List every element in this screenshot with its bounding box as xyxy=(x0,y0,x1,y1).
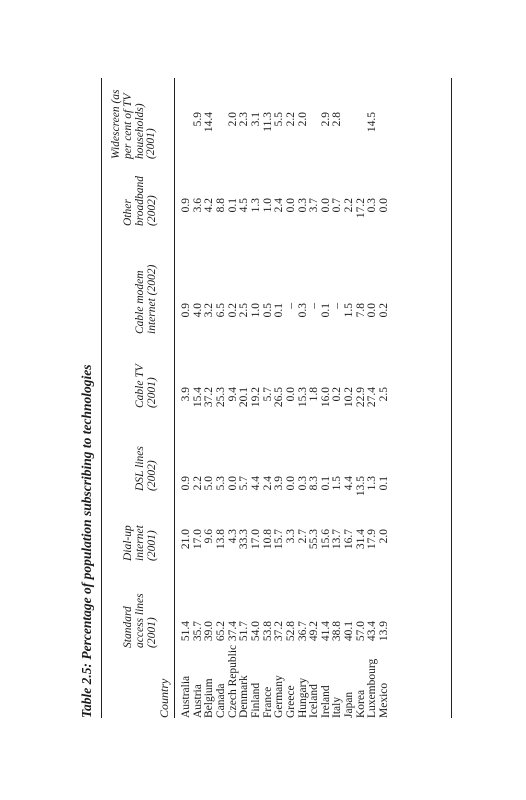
cell-widescreen: 3.1 xyxy=(249,112,262,127)
cell-cable-modem-internet: 7.8 xyxy=(354,303,367,318)
cell-dial-up-internet: 10.8 xyxy=(261,529,274,550)
cell-other-broadband: 4.2 xyxy=(203,198,216,213)
cell-dsl-lines: 5.7 xyxy=(238,476,251,491)
cell-standard-access-lines: 51.7 xyxy=(238,621,251,642)
cell-cable-modem-internet: 0.3 xyxy=(296,303,309,318)
cell-standard-access-lines: 35.7 xyxy=(191,621,204,642)
cell-dial-up-internet: 15.7 xyxy=(273,529,286,550)
cell-dsl-lines: 0.1 xyxy=(319,476,332,491)
cell-other-broadband: 2.2 xyxy=(343,198,356,213)
cell-dsl-lines: 2.2 xyxy=(191,476,204,491)
header-standard-access-lines: Standard access lines (2001) xyxy=(122,593,158,648)
cell-other-broadband: 0.7 xyxy=(331,198,344,213)
cell-dial-up-internet: 13.8 xyxy=(214,529,227,550)
table-caption: Table 2.5: Percentage of population subscribing to technologies xyxy=(79,364,94,718)
cell-cable-tv: 37.2 xyxy=(203,387,216,408)
cell-country: Greece xyxy=(284,685,297,718)
cell-country: Austria xyxy=(191,684,204,718)
cell-standard-access-lines: 38.8 xyxy=(331,621,344,642)
cell-country: Japan xyxy=(343,691,356,718)
cell-other-broadband: 0.9 xyxy=(180,198,192,213)
table-row xyxy=(344,78,356,718)
table-row xyxy=(286,78,298,718)
cell-widescreen: 2.9 xyxy=(319,112,332,127)
cell-country: Czech Republic xyxy=(226,644,239,718)
cell-cable-tv: 26.5 xyxy=(273,387,286,408)
cell-country: Finland xyxy=(249,682,262,718)
cell-dsl-lines: 3.9 xyxy=(273,476,286,491)
cell-cable-modem-internet: 0.5 xyxy=(261,303,274,318)
cell-dial-up-internet: 17.0 xyxy=(249,529,262,550)
cell-dsl-lines: 13.5 xyxy=(354,476,367,497)
table-row xyxy=(251,78,263,718)
cell-widescreen: 2.8 xyxy=(331,112,344,127)
cell-standard-access-lines: 53.8 xyxy=(261,621,274,642)
cell-country: Italy xyxy=(331,696,344,718)
cell-standard-access-lines: 52.8 xyxy=(284,621,297,642)
cell-dsl-lines: 4.4 xyxy=(343,476,356,491)
cell-cable-modem-internet: 6.5 xyxy=(214,303,227,318)
header-cable-modem-internet: Cable modem internet (2002) xyxy=(134,264,158,334)
cell-dial-up-internet: 33.3 xyxy=(238,529,251,550)
cell-dsl-lines: 5.0 xyxy=(203,476,216,491)
cell-standard-access-lines: 36.7 xyxy=(296,621,309,642)
table-bottom-rule xyxy=(451,78,452,718)
cell-cable-modem-internet: – xyxy=(331,303,344,309)
cell-cable-tv: 3.9 xyxy=(180,387,192,402)
cell-cable-tv: 25.3 xyxy=(214,387,227,408)
cell-country: Mexico xyxy=(378,682,391,718)
cell-dsl-lines: 4.4 xyxy=(249,476,262,491)
cell-standard-access-lines: 37.2 xyxy=(273,621,286,642)
cell-cable-tv: 10.2 xyxy=(343,387,356,408)
table-row xyxy=(181,78,193,718)
cell-dial-up-internet: 2.0 xyxy=(378,529,391,544)
cell-cable-modem-internet: 2.5 xyxy=(238,303,251,318)
cell-cable-modem-internet: 0.9 xyxy=(180,303,192,318)
cell-dsl-lines: 8.3 xyxy=(308,476,321,491)
cell-cable-tv: 5.7 xyxy=(261,387,274,402)
cell-dsl-lines: 0.3 xyxy=(296,476,309,491)
cell-dial-up-internet: 17.9 xyxy=(366,529,379,550)
cell-cable-modem-internet: – xyxy=(308,303,321,309)
cell-standard-access-lines: 39.0 xyxy=(203,621,216,642)
cell-widescreen: 2.2 xyxy=(284,112,297,127)
cell-cable-tv: 20.1 xyxy=(238,387,251,408)
cell-cable-tv: 22.9 xyxy=(354,387,367,408)
cell-dial-up-internet: 55.3 xyxy=(308,529,321,550)
cell-country: Korea xyxy=(354,689,367,718)
rotated-table-page xyxy=(79,78,451,718)
cell-widescreen: 14.4 xyxy=(203,112,216,133)
cell-standard-access-lines: 37.4 xyxy=(226,621,239,642)
cell-country: Luxembourg xyxy=(366,658,379,718)
cell-country: Germany xyxy=(273,675,286,718)
cell-standard-access-lines: 51.4 xyxy=(180,621,192,642)
header-dsl-lines: DSL lines (2002) xyxy=(134,446,158,491)
cell-other-broadband: 0.0 xyxy=(319,198,332,213)
cell-other-broadband: 1.3 xyxy=(249,198,262,213)
cell-dsl-lines: 1.5 xyxy=(331,476,344,491)
cell-cable-tv: 27.4 xyxy=(366,387,379,408)
cell-country: Ireland xyxy=(319,685,332,718)
cell-cable-modem-internet: 1.0 xyxy=(249,303,262,318)
cell-country: Australia xyxy=(180,675,192,718)
cell-dial-up-internet: 31.4 xyxy=(354,529,367,550)
cell-other-broadband: 8.8 xyxy=(214,198,227,213)
cell-cable-tv: 16.0 xyxy=(319,387,332,408)
cell-widescreen: 5.5 xyxy=(273,112,286,127)
cell-dsl-lines: 1.3 xyxy=(366,476,379,491)
cell-cable-modem-internet: 0.0 xyxy=(366,303,379,318)
cell-dial-up-internet: 17.0 xyxy=(191,529,204,550)
table-row xyxy=(216,78,228,718)
cell-country: Canada xyxy=(214,683,227,718)
cell-widescreen: 14.5 xyxy=(366,112,379,133)
cell-other-broadband: 4.5 xyxy=(238,198,251,213)
cell-other-broadband: 0.0 xyxy=(284,198,297,213)
cell-dsl-lines: 0.0 xyxy=(226,476,239,491)
cell-country: Hungary xyxy=(296,677,309,718)
cell-country: Belgium xyxy=(203,678,216,718)
cell-country: France xyxy=(261,686,274,718)
cell-cable-tv: 0.0 xyxy=(284,387,297,402)
cell-widescreen: 5.9 xyxy=(191,112,204,127)
cell-widescreen: 2.0 xyxy=(296,112,309,127)
cell-country: Denmark xyxy=(238,675,251,718)
cell-cable-tv: 2.5 xyxy=(378,387,391,402)
cell-cable-modem-internet: 0.1 xyxy=(273,303,286,318)
cell-cable-tv: 19.2 xyxy=(249,387,262,408)
cell-standard-access-lines: 40.1 xyxy=(343,621,356,642)
cell-dial-up-internet: 3.3 xyxy=(284,529,297,544)
header-other-broadband: Other broadband (2002) xyxy=(122,175,158,226)
cell-dial-up-internet: 4.3 xyxy=(226,529,239,544)
cell-country: Iceland xyxy=(308,684,321,718)
cell-other-broadband: 0.0 xyxy=(378,198,391,213)
cell-dsl-lines: 0.1 xyxy=(378,476,391,491)
cell-dsl-lines: 0.0 xyxy=(284,476,297,491)
header-country: Country xyxy=(157,678,171,718)
cell-standard-access-lines: 65.2 xyxy=(214,621,227,642)
cell-other-broadband: 3.6 xyxy=(191,198,204,213)
cell-dial-up-internet: 13.7 xyxy=(331,529,344,550)
cell-cable-modem-internet: 0.2 xyxy=(226,303,239,318)
cell-cable-tv: 0.2 xyxy=(331,387,344,402)
cell-standard-access-lines: 49.2 xyxy=(308,621,321,642)
cell-dsl-lines: 5.3 xyxy=(214,476,227,491)
cell-cable-tv: 1.8 xyxy=(308,387,321,402)
cell-other-broadband: 0.1 xyxy=(226,198,239,213)
cell-cable-modem-internet: 4.0 xyxy=(191,303,204,318)
cell-cable-modem-internet: 0.2 xyxy=(378,303,391,318)
cell-other-broadband: 0.3 xyxy=(366,198,379,213)
cell-dial-up-internet: 16.7 xyxy=(343,529,356,550)
cell-cable-tv: 9.4 xyxy=(226,387,239,402)
cell-dial-up-internet: 2.7 xyxy=(296,529,309,544)
cell-cable-tv: 15.3 xyxy=(296,387,309,408)
cell-other-broadband: 3.7 xyxy=(308,198,321,213)
cell-cable-tv: 15.4 xyxy=(191,387,204,408)
cell-standard-access-lines: 57.0 xyxy=(354,621,367,642)
cell-other-broadband: 17.2 xyxy=(354,198,367,219)
cell-dsl-lines: 2.4 xyxy=(261,476,274,491)
cell-dial-up-internet: 15.6 xyxy=(319,529,332,550)
cell-cable-modem-internet: – xyxy=(284,303,297,309)
cell-cable-modem-internet: 0.1 xyxy=(319,303,332,318)
cell-standard-access-lines: 41.4 xyxy=(319,621,332,642)
cell-other-broadband: 0.3 xyxy=(296,198,309,213)
header-widescreen: Widescreen (as per cent of TV households) (2001) xyxy=(110,89,158,159)
table-row xyxy=(379,78,391,718)
cell-standard-access-lines: 13.9 xyxy=(378,621,391,642)
cell-cable-modem-internet: 1.5 xyxy=(343,303,356,318)
cell-dial-up-internet: 9.6 xyxy=(203,529,216,544)
cell-standard-access-lines: 43.4 xyxy=(366,621,379,642)
table-header-rule xyxy=(174,78,175,718)
cell-dsl-lines: 0.9 xyxy=(180,476,192,491)
cell-dial-up-internet: 21.0 xyxy=(180,529,192,550)
header-dial-up-internet: Dial-up internet (2001) xyxy=(122,525,158,561)
cell-widescreen: 2.0 xyxy=(226,112,239,127)
table-top-rule xyxy=(101,78,102,718)
cell-cable-modem-internet: 3.2 xyxy=(203,303,216,318)
cell-other-broadband: 1.0 xyxy=(261,198,274,213)
header-cable-tv: Cable TV (2001) xyxy=(134,364,158,408)
cell-standard-access-lines: 54.0 xyxy=(249,621,262,642)
cell-other-broadband: 2.4 xyxy=(273,198,286,213)
cell-widescreen: 2.3 xyxy=(238,112,251,127)
cell-widescreen: 11.3 xyxy=(261,112,274,132)
